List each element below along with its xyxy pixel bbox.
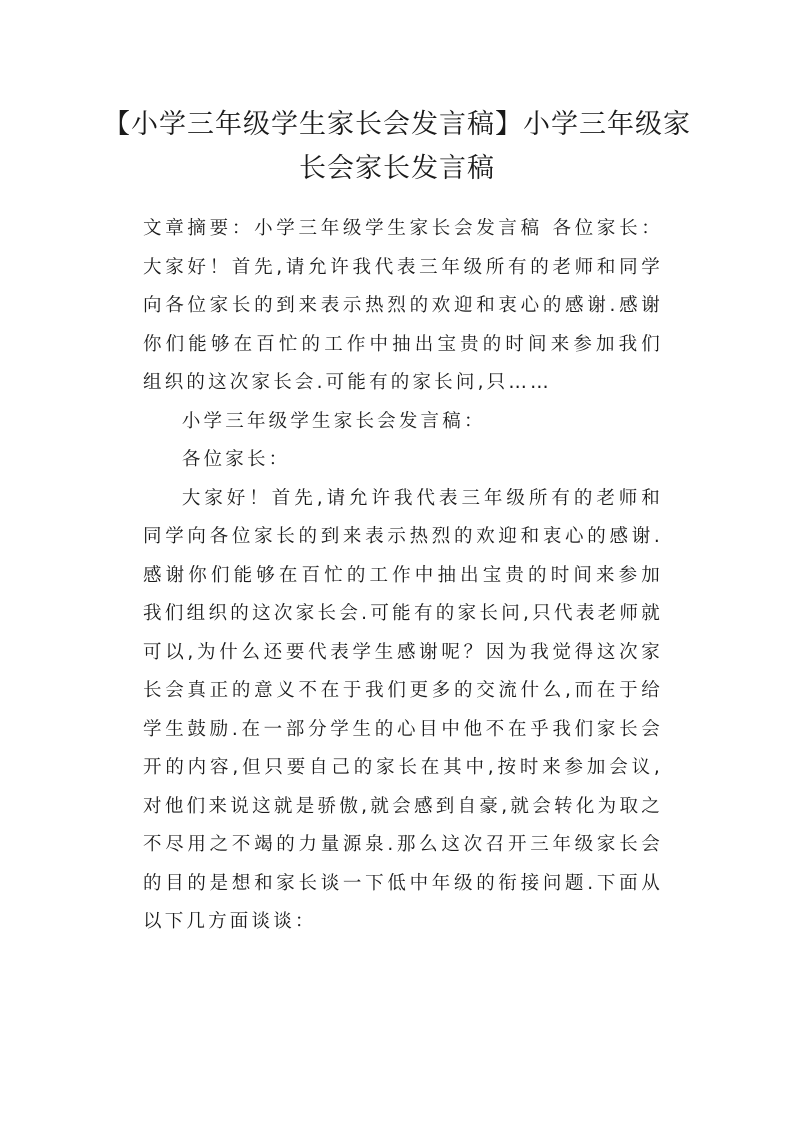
summary-paragraph: 文章摘要：小学三年级学生家长会发言稿 各位家长：大家好！首先,请允许我代表三年级所有的老师和同学向各位家长的到来表示热烈的欢迎和衷心的感谢.感谢你们能够在百忙的工作中抽出宝贵的时间来参加我们组织的这次家长会.可能有的家长问,只……	[143, 218, 663, 393]
document-title: 【小学三年级学生家长会发言稿】小学三年级家长会家长发言稿	[103, 109, 691, 184]
section-heading: 小学三年级学生家长会发言稿：	[181, 410, 486, 432]
salutation: 各位家长：	[181, 449, 291, 470]
body-paragraph: 大家好！首先,请允许我代表三年级所有的老师和同学向各位家长的到来表示热烈的欢迎和衷心的感谢.感谢你们能够在百忙的工作中抽出宝贵的时间来参加我们组织的这次家长会.可能有的家长问,只代表老师就可以,为什么还要代表学生感谢呢？因为我觉得这次家长会真正的意义不在于我们更多的交流什么,而在于给学生鼓励.在一部分学生的心目中他不在乎我们家长会开的内容,但只要自己的家长在其中,按时来参加会议,对他们来说这就是骄傲,就会感到自豪,就会转化为取之不尽用之不竭的力量源泉.那么这次召开三年级家长会的目的是想和家长谈一下低中年级的衔接问题.下面从以下几方面谈谈：	[143, 487, 663, 932]
document-body	[143, 210, 663, 942]
